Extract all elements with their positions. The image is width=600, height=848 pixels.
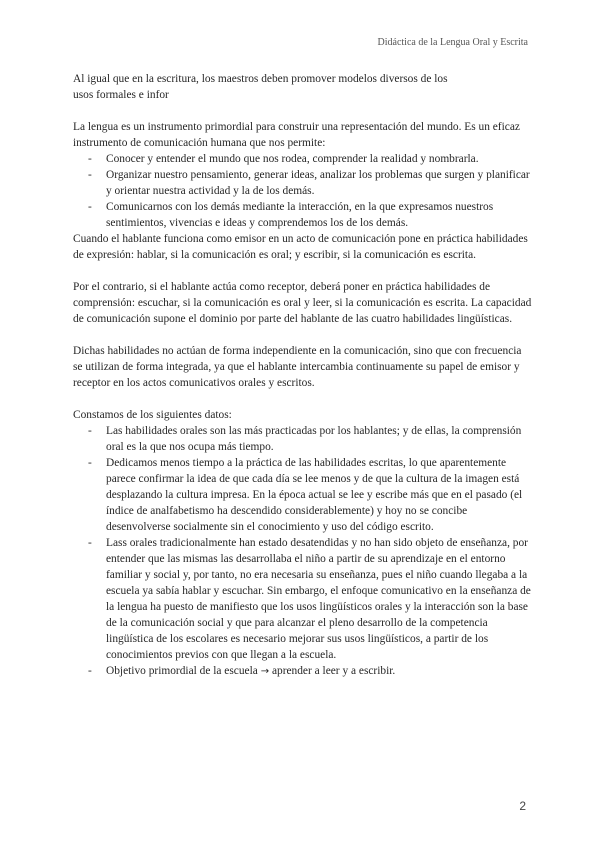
- objective-text: Objetivo primordial de la escuela: [106, 665, 258, 677]
- list-item: - Lass orales tradicionalmente han estado desatendidas y no han sido objeto de enseñanza, por entender que las mismas las desarrollaba el niño a partir de su aprendizaje en el entorno familiar y social y, por tanto, no era necesaria su enseñanza, pues el niño cuando llegaba a la escuela ya sabía hablar y escuchar. Sin embargo, el enfoque comunicativo en la enseñanza de la lengua ha puesto de manifiesto que los usos lingüísticos orales y la interacción son la base de la comunicación social y que para alcanzar el pleno desarrollo de la competencia lingüística de los escolares es necesario mejorar sus usos lingüísticos, a partir de los conocimientos previos con que llegan a la escuela.: [73, 535, 533, 663]
- integration-paragraph: Dichas habilidades no actúan de forma independiente en la comunicación, sino que con frecuencia se utilizan de forma integrada, ya que el hablante intercambia continuamente su papel de emisor y receptor en los actos comunicativos orales y escritos.: [73, 345, 522, 389]
- language-uses-list: [73, 151, 533, 231]
- objective-goal: aprender a leer y a escribir.: [271, 665, 396, 677]
- list-item: - Organizar nuestro pensamiento, generar ideas, analizar los problemas que surgen y planificar y orientar nuestra actividad y la de los demás.: [73, 167, 533, 199]
- list-item: - Dedicamos menos tiempo a la práctica de las habilidades escritas, lo que aparentemente parece confirmar la idea de que cada día se lee menos y de que la cultura de la imagen está desplazando la cultura impresa. En la época actual se lee y escribe más que en el pasado (el índice de analfabetismo ha descendido considerablemente) y hoy no se concibe desenvolverse socialmente sin el conocimiento y uso del código escrito.: [73, 455, 533, 535]
- list-item: [73, 663, 533, 680]
- intro-paragraph: [73, 71, 533, 103]
- language-paragraph: La lengua es un instrumento primordial para construir una representación del mundo. Es un eficaz instrumento de comunicación humana que nos permite:: [73, 121, 520, 149]
- data-intro: Constamos de los siguientes datos:: [73, 409, 232, 421]
- page-number: 2: [519, 799, 526, 813]
- list-item: - Conocer y entender el mundo que nos rodea, comprender la realidad y nombrarla.: [73, 151, 533, 167]
- intro-line-1: Al igual que en la escritura, los maestros deben promover modelos diversos de los: [73, 73, 448, 85]
- list-item: - Comunicarnos con los demás mediante la interacción, en la que expresamos nuestros sentimientos, vivencias e ideas y comprendemos los de los demás.: [73, 199, 533, 231]
- receiver-paragraph: Por el contrario, si el hablante actúa como receptor, deberá poner en práctica habilidades de comprensión: escuchar, si la comunicación es oral y leer, si la comunicación es escrita. La capacidad de comunicación supone el dominio por parte del hablante de las cuatro habilidades lingüísticas.: [73, 281, 532, 325]
- emitter-paragraph: Cuando el hablante funciona como emisor en un acto de comunicación pone en práctica habilidades de expresión: hablar, si la comunicación es oral; y escribir, si la comunicación es escrita.: [73, 233, 528, 261]
- data-list: [73, 423, 533, 680]
- right-arrow-icon: →: [260, 666, 270, 677]
- page-content: [73, 71, 533, 680]
- list-item: - Las habilidades orales son las más practicadas por los hablantes; y de ellas, la comprensión oral es la que nos ocupa más tiempo.: [73, 423, 533, 455]
- intro-line-2: usos formales e infor: [73, 89, 169, 101]
- page-header: Didáctica de la Lengua Oral y Escrita: [377, 37, 528, 48]
